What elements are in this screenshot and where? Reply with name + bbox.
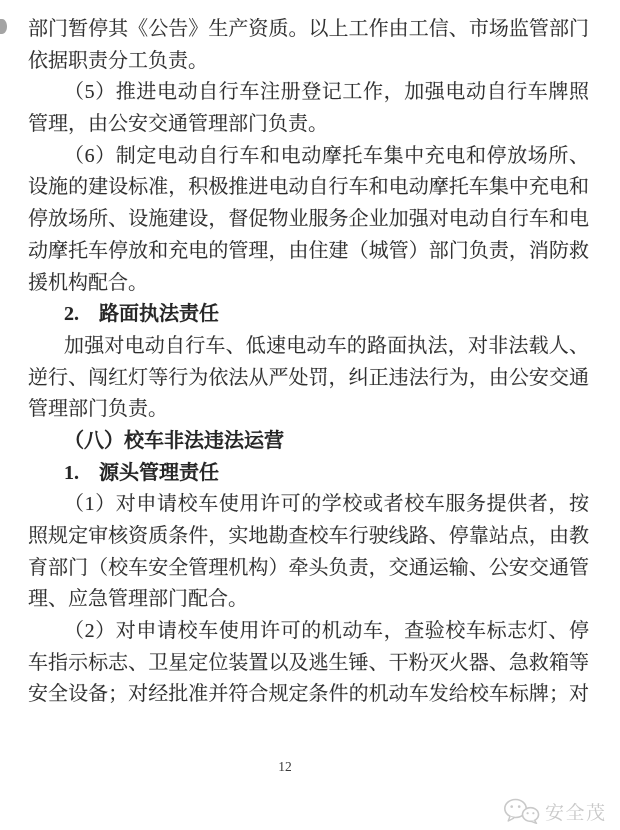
body-text-line: 管理部门负责。 bbox=[28, 398, 168, 421]
body-text-line: 加强对电动自行车、低速电动车的路面执法，对非法载人、 bbox=[64, 334, 589, 357]
body-text-line: 依据职责分工负责。 bbox=[28, 49, 208, 72]
body-text-line: 车指示标志、卫星定位装置以及逃生锤、干粉灭火器、急救箱等 bbox=[28, 651, 589, 674]
body-text-line: 部门暂停其《公告》生产资质。以上工作由工信、市场监管部门 bbox=[28, 18, 589, 40]
body-text-line: 理、应急管理部门配合。 bbox=[28, 588, 248, 611]
section-heading-line: 1. 源头管理责任 bbox=[64, 461, 219, 484]
body-text-line: （2）对申请校车使用许可的机动车，查验校车标志灯、停 bbox=[64, 620, 589, 643]
section-heading-line: 2. 路面执法责任 bbox=[64, 303, 219, 326]
body-text-line: 照规定审核资质条件，实地勘查校车行驶线路、停靠站点，由教 bbox=[28, 525, 589, 547]
section-heading-line: （八）校车非法违法运营 bbox=[64, 429, 284, 452]
body-text-line: （6）制定电动自行车和电动摩托车集中充电和停放场所、 bbox=[64, 144, 589, 167]
body-text-line: 育部门（校车安全管理机构）牵头负责，交通运输、公安交通管 bbox=[28, 556, 589, 579]
page-number: 12 bbox=[278, 759, 292, 774]
body-text-line: 动摩托车停放和充电的管理，由住建（城管）部门负责，消防救 bbox=[28, 239, 589, 262]
body-text-line: 管理，由公安交通管理部门负责。 bbox=[28, 113, 328, 136]
body-text-line: 停放场所、设施建设，督促物业服务企业加强对电动自行车和电 bbox=[28, 208, 589, 231]
watermark bbox=[503, 798, 607, 829]
scan-artifact bbox=[0, 19, 7, 34]
body-text-line: （1）对申请校车使用许可的学校或者校车服务提供者，按 bbox=[64, 493, 589, 516]
watermark-label: 安全茂 bbox=[545, 802, 607, 824]
body-text-line: （5）推进电动自行车注册登记工作，加强电动自行车牌照 bbox=[64, 81, 589, 104]
body-text-line: 逆行、闯红灯等行为依法从严处罚，纠正违法行为，由公安交通 bbox=[28, 366, 589, 389]
body-text-line: 设施的建设标准，积极推进电动自行车和电动摩托车集中充电和 bbox=[28, 176, 589, 199]
wechat-icon bbox=[503, 798, 540, 829]
body-text-line: 安全设备；对经批准并符合规定条件的机动车发给校车标牌；对 bbox=[28, 683, 589, 706]
body-text-line: 援机构配合。 bbox=[28, 271, 148, 294]
text-block bbox=[28, 14, 589, 711]
